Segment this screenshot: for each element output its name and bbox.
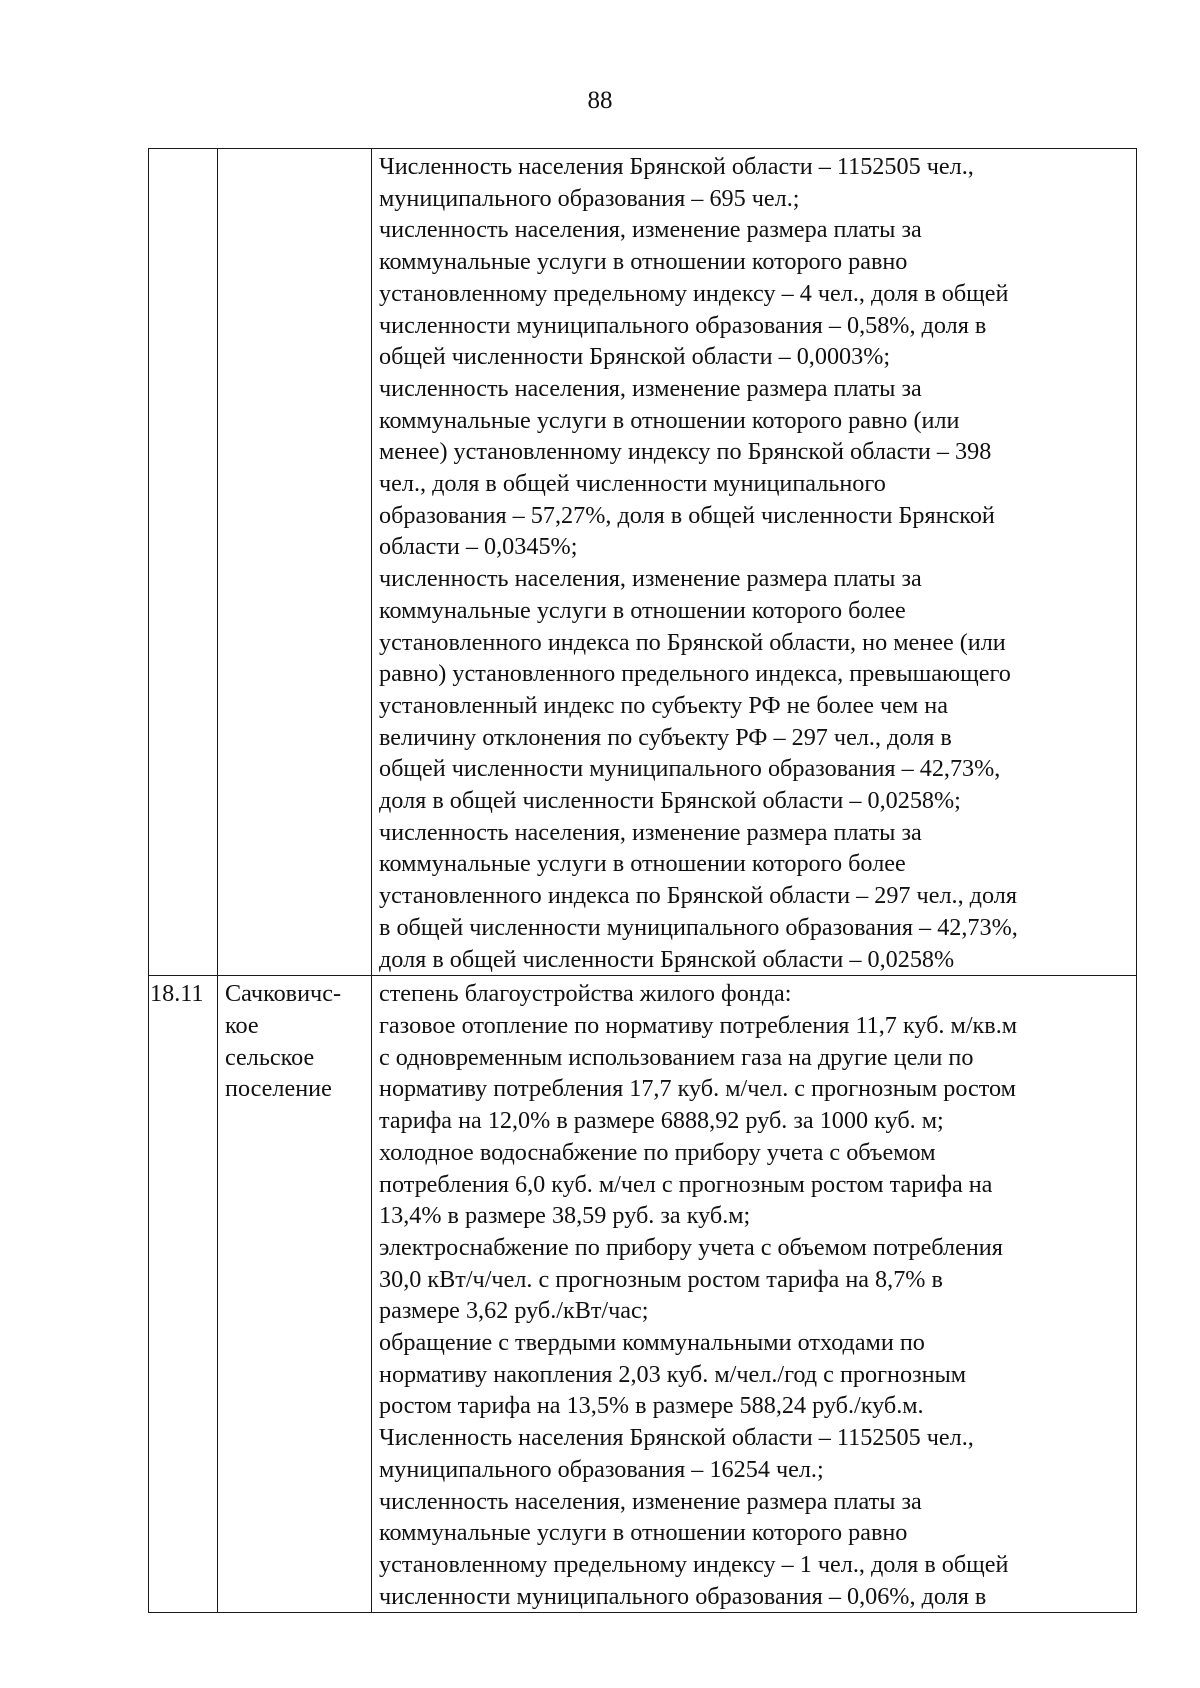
description-line: доля в общей численности Брянской области – 0,0258%	[379, 945, 955, 973]
description-line: ростом тарифа на 13,5% в размере 588,24 руб./куб.м.	[379, 1392, 924, 1420]
description-line: установленного индекса по Брянской области – 297 чел., доля	[379, 882, 1017, 910]
row-number-cell	[149, 149, 218, 976]
description-line: области – 0,0345%;	[379, 533, 578, 561]
description-cell	[372, 149, 1137, 976]
description-line: с одновременным использованием газа на другие цели по	[379, 1043, 974, 1071]
page-number: 88	[587, 87, 613, 114]
description-line: обращение с твердыми коммунальными отходами по	[379, 1329, 925, 1357]
description-line: равно) установленного предельного индекса, превышающего	[379, 660, 1011, 688]
settlement-name-line: кое	[225, 1011, 259, 1039]
description-line: коммунальные услуги в отношении которого более	[379, 850, 906, 878]
description-line: электроснабжение по прибору учета с объемом потребления	[379, 1233, 1003, 1261]
description-line: численность населения, изменение размера платы за	[379, 374, 922, 402]
description-line: коммунальные услуги в отношении которого более	[379, 596, 906, 624]
description-line: установленный индекс по субъекту РФ не более чем на	[379, 691, 948, 719]
settlement-name-line: сельское	[225, 1043, 315, 1071]
settlement-name-cell	[218, 149, 372, 976]
description-cell	[372, 976, 1137, 1613]
description-line: численность населения, изменение размера платы за	[379, 1487, 922, 1515]
description-line: численности муниципального образования – 0,58%, доля в	[379, 311, 987, 339]
description-line: 30,0 кВт/ч/чел. с прогнозным ростом тарифа на 8,7% в	[379, 1265, 943, 1293]
table-body	[149, 149, 1137, 1613]
description-line: 13,4% в размере 38,59 руб. за куб.м;	[379, 1202, 751, 1230]
table-row	[149, 976, 1137, 1613]
description-line: численности муниципального образования – 0,06%, доля в	[379, 1582, 987, 1610]
description-line: газовое отопление по нормативу потребления 11,7 куб. м/кв.м	[379, 1011, 1018, 1039]
description-line: численность населения, изменение размера платы за	[379, 216, 922, 244]
description-line: муниципального образования – 16254 чел.;	[379, 1455, 824, 1483]
description-line: Численность населения Брянской области – 1152505 чел.,	[379, 1424, 974, 1452]
description-line: холодное водоснабжение по прибору учета с объемом	[379, 1138, 936, 1166]
settlement-name-line: поселение	[225, 1075, 332, 1103]
description-line: коммунальные услуги в отношении которого равно (или	[379, 406, 960, 434]
description-line: доля в общей численности Брянской области – 0,0258%;	[379, 787, 961, 815]
description-line: образования – 57,27%, доля в общей численности Брянской	[379, 501, 995, 529]
description-line: Численность населения Брянской области – 1152505 чел.,	[379, 153, 974, 180]
row-number-cell: 18.11	[149, 976, 218, 1613]
settlement-name-line: Сачковичс-	[225, 980, 341, 1008]
description-line: численность населения, изменение размера платы за	[379, 565, 922, 593]
description-line: размере 3,62 руб./кВт/час;	[379, 1297, 649, 1325]
description-line: степень благоустройства жилого фонда:	[379, 980, 792, 1008]
description-line: коммунальные услуги в отношении которого равно	[379, 248, 908, 276]
description-line: коммунальные услуги в отношении которого равно	[379, 1519, 908, 1547]
description-line: установленному предельному индексу – 4 чел., доля в общей	[379, 279, 1009, 307]
description-line: тарифа на 12,0% в размере 6888,92 руб. за 1000 куб. м;	[379, 1107, 944, 1135]
settlement-name-cell	[218, 976, 372, 1613]
description-line: в общей численности муниципального образования – 42,73%,	[379, 913, 1018, 941]
description-line: установленному предельному индексу – 1 чел., доля в общей	[379, 1550, 1009, 1578]
description-line: нормативу потребления 17,7 куб. м/чел. с прогнозным ростом	[379, 1075, 1016, 1103]
description-line: общей численности Брянской области – 0,0003%;	[379, 343, 891, 371]
description-line: численность населения, изменение размера платы за	[379, 818, 922, 846]
description-line: установленного индекса по Брянской области, но менее (или	[379, 628, 1006, 656]
document-table	[148, 148, 1137, 1613]
table-row	[149, 149, 1137, 976]
description-line: чел., доля в общей численности муниципального	[379, 470, 886, 498]
description-line: муниципального образования – 695 чел.;	[379, 184, 800, 212]
description-line: общей численности муниципального образования – 42,73%,	[379, 755, 1001, 783]
description-line: потребления 6,0 куб. м/чел с прогнозным ростом тарифа на	[379, 1170, 993, 1198]
description-line: величину отклонения по субъекту РФ – 297 чел., доля в	[379, 723, 952, 751]
description-line: нормативу накопления 2,03 куб. м/чел./год с прогнозным	[379, 1360, 967, 1388]
description-line: менее) установленному индексу по Брянской области – 398	[379, 438, 992, 466]
